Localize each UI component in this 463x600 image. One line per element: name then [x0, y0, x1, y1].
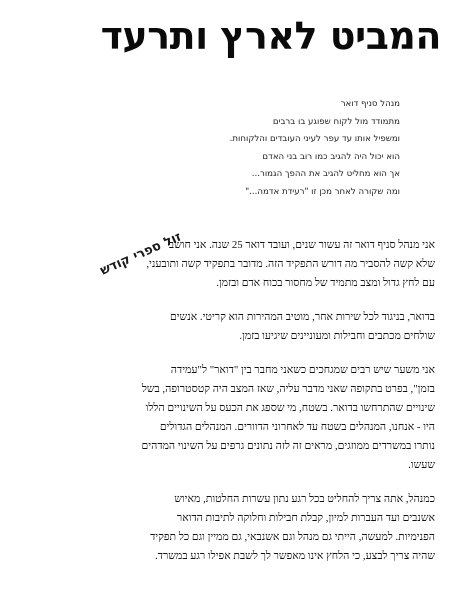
poem-line: מנהל סניף דואר — [340, 99, 400, 109]
text-line: אני משער שיש רבים שמגחכים כשאני מחבר בין "דואר" ל"עמידה — [170, 364, 435, 376]
text-line: שהיה צריך לבצע, כי הלחץ אינו מאפשר לך לשבת אפילו רגע במשרד. — [155, 550, 435, 562]
poem-line: ומשפיל אותו עד עפר לעיני העובדים והלקוחות. — [229, 134, 400, 145]
text-line: שינויים שהתרחשו בדואר. בשטח, מי שספג את הכעס על השינויים הללו — [145, 402, 435, 414]
poem-line: מתמודד מול לקוח שפוגע בו ברבים — [272, 116, 400, 127]
text-line: היו - אנחנו, המנהלים בשטח עד לאחרוני הדוורים. המנהלים הגדולים — [159, 421, 435, 433]
paragraph — [25, 361, 435, 475]
poem-line: ומה שקורה לאחר מכן זו "רעידת אדמה..." — [245, 186, 400, 197]
text-line: בדואר, בניגוד לכל שירות אחר, מוטיב המהירות הוא קריטי. אנשים — [169, 311, 435, 323]
text-line: נותרו במשרדים ממוזגים, מראים זה לזה נתונים גרפים על השינוי המדהים — [141, 440, 435, 452]
text-line: כמנהל, אתה צריך להחליט בכל רגע נתון עשרות החלטות, מאיוש — [174, 493, 435, 505]
text-line: שעשו. — [408, 459, 435, 471]
text-line: בזמן", בפרט בתקופה שאני מדבר עליה, שאז המצב היה קטסטרופה, בשל — [141, 383, 435, 395]
text-line: עם לחץ גדול ומצב מתמיד של מחסור בכוח אדם ובזמן. — [216, 277, 435, 289]
poem-line: הוא יכול היה להגיב כמו רוב בני האדם — [262, 151, 400, 162]
poem-line: אך הוא מחליט להגיב את ההפך הגמור... — [251, 169, 400, 180]
text-line: שלא קשה להסביר מה דורש התפקיד הזה. מדובר בתפקיד קשה ותובעני, — [146, 258, 435, 270]
page-title: המביט לארץ ותרעד — [100, 14, 441, 58]
text-line: הפנימיות. למעשה, הייתי גם מנהל וגם אשנבאי, גם ממיין וגם כל תפקיד — [150, 531, 435, 543]
body-text — [25, 236, 435, 581]
paragraph — [25, 236, 435, 293]
paragraph — [25, 308, 435, 346]
text-line: שולחים מכתבים וחבילות ומעוניינים שיגיעו בזמן. — [239, 330, 435, 342]
paragraph — [25, 490, 435, 566]
text-line: אשנבים ועד העברות למיון, קבלת חבילות וחלוקה לתיבות הדואר — [176, 512, 435, 524]
watermark-stamp: זול ספרי קודש — [98, 229, 184, 279]
intro-poem — [230, 96, 400, 202]
text-line: אני מנהל סניף דואר זה עשור שנים, ועובד דואר 25 שנה. אני חושב — [168, 239, 435, 251]
